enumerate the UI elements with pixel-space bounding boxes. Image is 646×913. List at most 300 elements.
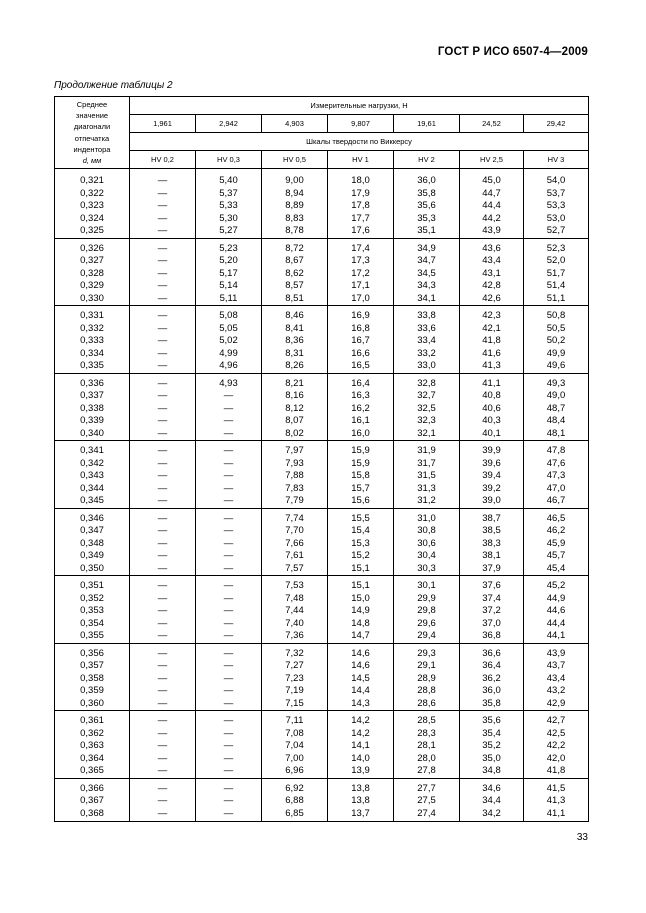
hardness-column-cell xyxy=(460,306,524,374)
hardness-value: — xyxy=(157,280,168,291)
hardness-value: 33,2 xyxy=(417,347,436,359)
hardness-value: 8,36 xyxy=(285,335,304,346)
hardness-value: — xyxy=(223,807,234,819)
hardness-column-cell xyxy=(394,576,460,644)
hardness-value: 42,2 xyxy=(546,740,566,751)
hardness-value: — xyxy=(157,470,168,481)
hardness-value: — xyxy=(157,360,168,371)
hardness-value: — xyxy=(223,445,234,456)
hardness-value: 37,4 xyxy=(482,592,501,604)
hardness-value: 38,7 xyxy=(482,512,501,524)
hardness-value: 35,8 xyxy=(417,187,436,199)
hardness-value: 7,74 xyxy=(285,512,304,524)
diagonal-value: 0,329 xyxy=(80,280,104,291)
diagonal-value: 0,347 xyxy=(80,525,104,536)
hardness-column-cell xyxy=(262,508,328,576)
diagonal-value: 0,363 xyxy=(80,740,104,751)
diagonal-value: 0,355 xyxy=(80,630,104,641)
hardness-value: 51,1 xyxy=(546,292,566,304)
hardness-value: 8,21 xyxy=(285,377,304,389)
hardness-value: 14,5 xyxy=(351,672,370,684)
hardness-value: 28,6 xyxy=(417,697,436,709)
hardness-value: 14,1 xyxy=(351,740,370,751)
hardness-value: 44,1 xyxy=(546,630,566,641)
hardness-column-cell xyxy=(328,711,394,779)
hardness-value: 15,0 xyxy=(351,592,370,604)
diagonal-value: 0,354 xyxy=(80,617,104,629)
hardness-value: 14,8 xyxy=(351,617,370,629)
hardness-value: 16,6 xyxy=(351,347,370,359)
load-value: 9,807 xyxy=(328,115,394,133)
hardness-column-cell xyxy=(394,711,460,779)
hardness-value: 48,1 xyxy=(546,427,566,439)
hardness-column-cell xyxy=(196,711,262,779)
hardness-value: 28,1 xyxy=(417,740,436,751)
hardness-value: — xyxy=(223,470,234,481)
hardness-column-cell xyxy=(524,778,589,822)
hardness-value: 14,6 xyxy=(351,647,370,659)
hardness-value: 8,78 xyxy=(285,225,304,236)
diagonal-value: 0,339 xyxy=(80,415,104,426)
hardness-value: 49,3 xyxy=(546,377,566,389)
hardness-value: — xyxy=(157,562,168,574)
hardness-value: 16,9 xyxy=(351,310,370,321)
hardness-value: 16,1 xyxy=(351,415,370,426)
diagonal-value: 0,359 xyxy=(80,685,104,696)
scale-label: HV 0,5 xyxy=(262,151,328,169)
hardness-value: 37,0 xyxy=(482,617,501,629)
hardness-value: 43,7 xyxy=(546,660,566,671)
hardness-value: 7,70 xyxy=(285,525,304,536)
hardness-value: 40,6 xyxy=(482,402,501,414)
hardness-value: 5,11 xyxy=(219,292,238,304)
hardness-value: — xyxy=(223,402,234,414)
hardness-column-cell xyxy=(460,711,524,779)
hardness-value: 16,3 xyxy=(351,390,370,401)
diagonal-value: 0,350 xyxy=(80,562,104,574)
hardness-value: 8,62 xyxy=(285,267,304,279)
hardness-value: 45,7 xyxy=(546,550,566,561)
table-body xyxy=(55,174,589,822)
hardness-value: 41,3 xyxy=(546,795,566,806)
hardness-value: 7,97 xyxy=(285,445,304,456)
hardness-value: 8,46 xyxy=(285,310,304,321)
hardness-value: 31,2 xyxy=(417,495,436,506)
diagonal-value: 0,324 xyxy=(80,212,104,224)
hardness-value: — xyxy=(223,752,234,764)
hardness-value: 16,2 xyxy=(351,402,370,414)
hardness-value: 50,8 xyxy=(546,310,566,321)
hardness-value: 15,7 xyxy=(351,482,370,494)
hardness-value: — xyxy=(157,292,168,304)
hardness-value: — xyxy=(157,495,168,506)
diagonal-column-cell xyxy=(55,576,130,644)
hardness-column-cell xyxy=(196,373,262,441)
hardness-column-cell xyxy=(328,643,394,711)
hardness-value: — xyxy=(157,225,168,236)
hardness-value: 14,6 xyxy=(351,660,370,671)
hardness-value: — xyxy=(223,727,234,739)
hardness-value: 17,7 xyxy=(351,212,370,224)
hardness-value: 16,0 xyxy=(351,427,370,439)
diagonal-value: 0,331 xyxy=(80,310,104,321)
hardness-value: 14,9 xyxy=(351,605,370,616)
diagonal-value: 0,349 xyxy=(80,550,104,561)
hardness-value: 5,05 xyxy=(219,322,238,334)
hardness-value: 49,0 xyxy=(546,390,566,401)
hardness-value: 29,4 xyxy=(417,630,436,641)
hardness-value: 44,9 xyxy=(546,592,566,604)
hardness-value: 8,72 xyxy=(285,242,304,254)
hardness-value: — xyxy=(223,647,234,659)
hardness-value: 7,53 xyxy=(285,580,304,591)
hardness-value: 8,83 xyxy=(285,212,304,224)
hardness-value: — xyxy=(223,592,234,604)
hardness-value: 41,1 xyxy=(546,807,566,819)
hardness-value: 6,85 xyxy=(285,807,304,819)
hardness-value: 43,1 xyxy=(482,267,501,279)
hardness-column-cell xyxy=(328,174,394,238)
diagonal-column-cell xyxy=(55,174,130,238)
diagonal-value: 0,321 xyxy=(80,175,104,186)
diagonal-value: 0,361 xyxy=(80,715,104,726)
hardness-column-cell xyxy=(262,711,328,779)
hardness-value: 15,3 xyxy=(351,537,370,549)
hardness-value: 39,6 xyxy=(482,457,501,469)
hardness-value: — xyxy=(157,212,168,224)
hardness-value: — xyxy=(157,580,168,591)
hardness-value: 7,61 xyxy=(285,550,304,561)
hardness-value: 31,7 xyxy=(417,457,436,469)
table-caption: Продолжение таблицы 2 xyxy=(54,80,173,91)
hardness-column-cell xyxy=(130,441,196,509)
hardness-value: — xyxy=(157,697,168,709)
hardness-column-cell xyxy=(460,373,524,441)
hardness-value: — xyxy=(157,672,168,684)
hardness-value: 15,6 xyxy=(351,495,370,506)
hardness-value: 34,5 xyxy=(417,267,436,279)
hardness-value: 30,4 xyxy=(417,550,436,561)
row-group xyxy=(55,508,589,576)
diagonal-value: 0,325 xyxy=(80,225,104,236)
hardness-column-cell xyxy=(262,576,328,644)
hardness-value: 7,88 xyxy=(285,470,304,481)
hardness-value: — xyxy=(157,752,168,764)
hardness-column-cell xyxy=(524,174,589,238)
hardness-value: 42,9 xyxy=(546,697,566,709)
hardness-value: 14,0 xyxy=(351,752,370,764)
hardness-value: 42,6 xyxy=(482,292,501,304)
hardness-value: 15,4 xyxy=(351,525,370,536)
hardness-value: 15,5 xyxy=(351,512,370,524)
hardness-value: 38,3 xyxy=(482,537,501,549)
diagonal-value: 0,357 xyxy=(80,660,104,671)
diagonal-value: 0,334 xyxy=(80,347,104,359)
hardness-value: — xyxy=(223,580,234,591)
scale-label: HV 0,2 xyxy=(130,151,196,169)
hardness-value: 31,3 xyxy=(417,482,436,494)
hardness-value: 35,3 xyxy=(417,212,436,224)
hardness-value: — xyxy=(157,267,168,279)
hardness-value: 17,0 xyxy=(351,292,370,304)
hardness-value: 37,9 xyxy=(482,562,501,574)
hardness-column-cell xyxy=(130,508,196,576)
hardness-value: 8,41 xyxy=(285,322,304,334)
hardness-value: — xyxy=(157,445,168,456)
hardness-value: 36,2 xyxy=(482,672,501,684)
hardness-value: — xyxy=(157,525,168,536)
hardness-column-cell xyxy=(196,238,262,306)
hardness-value: 41,5 xyxy=(546,782,566,794)
diagonal-value: 0,336 xyxy=(80,377,104,389)
hardness-value: 7,08 xyxy=(285,727,304,739)
hardness-value: 4,93 xyxy=(219,377,238,389)
diagonal-value: 0,358 xyxy=(80,672,104,684)
hardness-value: 43,9 xyxy=(482,225,501,236)
hardness-value: 18,0 xyxy=(351,175,370,186)
hardness-value: 15,2 xyxy=(351,550,370,561)
hardness-value: 8,67 xyxy=(285,255,304,266)
diagonal-value: 0,342 xyxy=(80,457,104,469)
hardness-value: 42,1 xyxy=(482,322,501,334)
hardness-value: 17,2 xyxy=(351,267,370,279)
hardness-value: 30,1 xyxy=(417,580,436,591)
scales-header: Шкалы твердости по Виккерсу xyxy=(130,133,589,151)
hardness-column-cell xyxy=(262,778,328,822)
hardness-value: 43,4 xyxy=(546,672,566,684)
hardness-column-cell xyxy=(460,778,524,822)
hardness-value: 15,1 xyxy=(351,580,370,591)
hardness-value: 44,6 xyxy=(546,605,566,616)
hardness-value: 42,8 xyxy=(482,280,501,291)
diagonal-value: 0,338 xyxy=(80,402,104,414)
hardness-value: 46,5 xyxy=(546,512,566,524)
diagonal-column-cell xyxy=(55,306,130,374)
hardness-value: — xyxy=(157,310,168,321)
hardness-value: 8,57 xyxy=(285,280,304,291)
hardness-value: — xyxy=(223,630,234,641)
hardness-column-cell xyxy=(460,508,524,576)
hardness-value: 33,4 xyxy=(417,335,436,346)
diagonal-value: 0,360 xyxy=(80,697,104,709)
diagonal-value: 0,326 xyxy=(80,242,104,254)
hardness-value: 8,31 xyxy=(285,347,304,359)
hardness-value: 38,5 xyxy=(482,525,501,536)
hardness-value: — xyxy=(223,457,234,469)
hardness-value: 8,51 xyxy=(285,292,304,304)
hardness-value: — xyxy=(157,242,168,254)
hardness-column-cell xyxy=(328,508,394,576)
hardness-value: — xyxy=(223,525,234,536)
hardness-column-cell xyxy=(130,238,196,306)
hardness-value: 15,9 xyxy=(351,445,370,456)
hardness-value: 6,88 xyxy=(285,795,304,806)
hardness-value: 47,0 xyxy=(546,482,566,494)
hardness-value: 48,4 xyxy=(546,415,566,426)
hardness-value: 27,7 xyxy=(417,782,436,794)
scale-label: HV 2 xyxy=(394,151,460,169)
hardness-column-cell xyxy=(328,441,394,509)
hardness-value: — xyxy=(223,537,234,549)
hardness-value: 46,2 xyxy=(546,525,566,536)
diagonal-value: 0,332 xyxy=(80,322,104,334)
hardness-value: 5,08 xyxy=(219,310,238,321)
diagonal-column-cell xyxy=(55,238,130,306)
hardness-column-cell xyxy=(394,778,460,822)
hardness-column-cell xyxy=(196,174,262,238)
diagonal-value: 0,327 xyxy=(80,255,104,266)
diagonal-value: 0,351 xyxy=(80,580,104,591)
hardness-value: 34,1 xyxy=(417,292,436,304)
hardness-value: 27,8 xyxy=(417,765,436,776)
hardness-value: 52,7 xyxy=(546,225,566,236)
hardness-value: 15,1 xyxy=(351,562,370,574)
scale-label: HV 2,5 xyxy=(460,151,524,169)
hardness-value: — xyxy=(157,427,168,439)
hardness-value: 30,8 xyxy=(417,525,436,536)
hardness-value: 7,40 xyxy=(285,617,304,629)
hardness-value: 44,4 xyxy=(482,200,501,211)
hardness-value: — xyxy=(157,537,168,549)
hardness-value: 42,3 xyxy=(482,310,501,321)
hardness-value: 29,3 xyxy=(417,647,436,659)
hardness-value: 41,8 xyxy=(546,765,566,776)
hardness-value: — xyxy=(157,390,168,401)
diagonal-column-cell xyxy=(55,373,130,441)
hardness-value: 6,96 xyxy=(285,765,304,776)
hardness-value: 47,3 xyxy=(546,470,566,481)
hardness-value: 13,7 xyxy=(351,807,370,819)
hardness-value: 7,93 xyxy=(285,457,304,469)
hardness-value: 29,8 xyxy=(417,605,436,616)
hardness-value: 5,37 xyxy=(219,187,238,199)
stub-line: индентора xyxy=(73,144,111,154)
hardness-value: 30,3 xyxy=(417,562,436,574)
diagonal-column-cell xyxy=(55,711,130,779)
hardness-value: 30,6 xyxy=(417,537,436,549)
hardness-value: 7,48 xyxy=(285,592,304,604)
row-group xyxy=(55,576,589,644)
hardness-value: — xyxy=(223,512,234,524)
hardness-column-cell xyxy=(262,306,328,374)
hardness-value: — xyxy=(157,617,168,629)
hardness-value: 7,44 xyxy=(285,605,304,616)
hardness-column-cell xyxy=(328,306,394,374)
hardness-value: 34,6 xyxy=(482,782,501,794)
hardness-value: 7,27 xyxy=(285,660,304,671)
hardness-column-cell xyxy=(524,711,589,779)
hardness-value: — xyxy=(223,617,234,629)
hardness-column-cell xyxy=(328,576,394,644)
hardness-value: 44,2 xyxy=(482,212,501,224)
hardness-column-cell xyxy=(524,441,589,509)
hardness-column-cell xyxy=(524,306,589,374)
hardness-column-cell xyxy=(196,643,262,711)
diagonal-column-cell xyxy=(55,441,130,509)
hardness-column-cell xyxy=(130,643,196,711)
hardness-value: 16,5 xyxy=(351,360,370,371)
row-group xyxy=(55,174,589,238)
hardness-value: 43,9 xyxy=(546,647,566,659)
hardness-column-cell xyxy=(262,174,328,238)
diagonal-value: 0,343 xyxy=(80,470,104,481)
stub-line: отпечатка xyxy=(74,133,110,143)
hardness-value: 48,7 xyxy=(546,402,566,414)
diagonal-value: 0,328 xyxy=(80,267,104,279)
hardness-value: 40,3 xyxy=(482,415,501,426)
hardness-value: 34,7 xyxy=(417,255,436,266)
hardness-value: 44,7 xyxy=(482,187,501,199)
diagonal-value: 0,341 xyxy=(80,445,104,456)
table-head xyxy=(55,97,589,175)
diagonal-column-cell xyxy=(55,508,130,576)
hardness-value: 16,4 xyxy=(351,377,370,389)
stub-header xyxy=(55,97,130,169)
diagonal-value: 0,346 xyxy=(80,512,104,524)
hardness-column-cell xyxy=(460,174,524,238)
hardness-value: — xyxy=(157,765,168,776)
hardness-value: 33,0 xyxy=(417,360,436,371)
hardness-value: 45,0 xyxy=(482,175,501,186)
hardness-value: 45,4 xyxy=(546,562,566,574)
hardness-value: 14,7 xyxy=(351,630,370,641)
hardness-value: 34,9 xyxy=(417,242,436,254)
hardness-value: 43,6 xyxy=(482,242,501,254)
hardness-value: 37,6 xyxy=(482,580,501,591)
row-group xyxy=(55,238,589,306)
hardness-value: 42,7 xyxy=(546,715,566,726)
hardness-column-cell xyxy=(328,778,394,822)
hardness-value: 49,6 xyxy=(546,360,566,371)
hardness-value: 31,9 xyxy=(417,445,436,456)
hardness-value: 7,04 xyxy=(285,740,304,751)
hardness-value: — xyxy=(223,390,234,401)
hardness-value: 7,23 xyxy=(285,672,304,684)
hardness-value: 35,8 xyxy=(482,697,501,709)
hardness-value: — xyxy=(223,765,234,776)
hardness-value: 47,8 xyxy=(546,445,566,456)
hardness-value: 34,4 xyxy=(482,795,501,806)
hardness-value: 5,33 xyxy=(219,200,238,211)
hardness-value: — xyxy=(223,672,234,684)
stub-line: значение xyxy=(75,110,109,120)
hardness-value: 13,9 xyxy=(351,765,370,776)
hardness-value: 27,5 xyxy=(417,795,436,806)
hardness-column-cell xyxy=(460,576,524,644)
hardness-column-cell xyxy=(130,576,196,644)
hardness-value: 8,02 xyxy=(285,427,304,439)
hardness-value: 40,1 xyxy=(482,427,501,439)
hardness-value: — xyxy=(157,335,168,346)
hardness-column-cell xyxy=(262,238,328,306)
hardness-value: — xyxy=(157,647,168,659)
hardness-column-cell xyxy=(394,306,460,374)
hardness-value: 7,15 xyxy=(285,697,304,709)
hardness-value: 16,8 xyxy=(351,322,370,334)
hardness-value: 39,0 xyxy=(482,495,501,506)
diagonal-value: 0,353 xyxy=(80,605,104,616)
hardness-value: — xyxy=(157,782,168,794)
hardness-value: 45,2 xyxy=(546,580,566,591)
diagonal-value: 0,352 xyxy=(80,592,104,604)
hardness-value: 47,6 xyxy=(546,457,566,469)
hardness-column-cell xyxy=(460,643,524,711)
hardness-value: 6,92 xyxy=(285,782,304,794)
hardness-value: 29,1 xyxy=(417,660,436,671)
hardness-value: 32,3 xyxy=(417,415,436,426)
hardness-column-cell xyxy=(130,306,196,374)
hardness-value: 17,9 xyxy=(351,187,370,199)
